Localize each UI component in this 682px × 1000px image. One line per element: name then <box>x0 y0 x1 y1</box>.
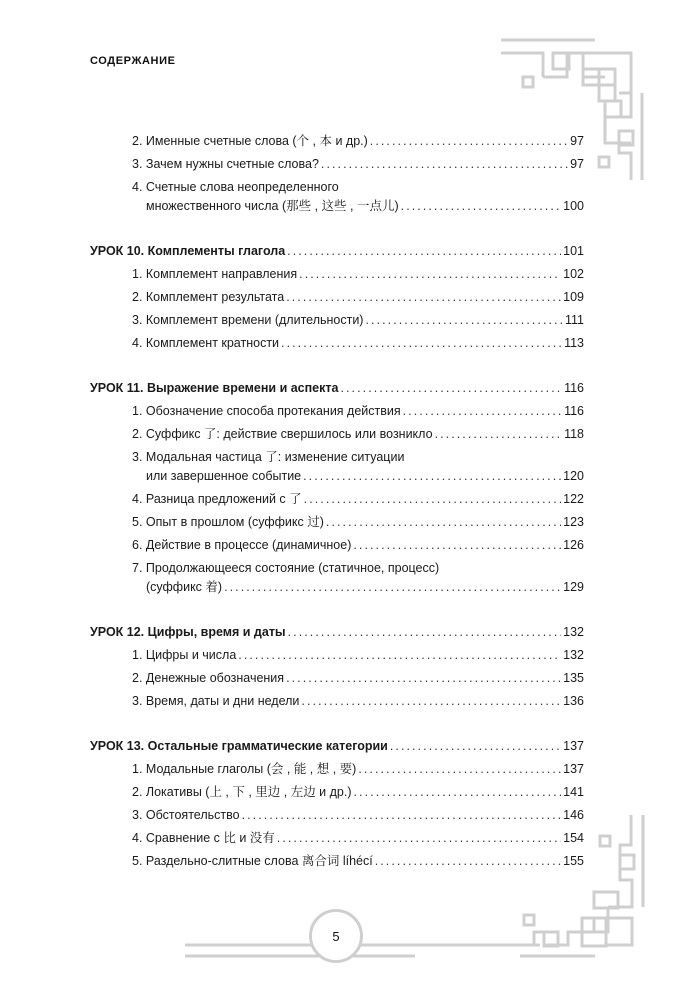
toc-entry[interactable]: 3. Комплемент времени (длительности) . . . 111 <box>132 312 584 329</box>
toc-entry-line1: 7. Продолжающееся состояние (статичное, процесс) <box>132 561 440 575</box>
leader-dots <box>286 289 561 306</box>
leader-dots <box>326 514 561 531</box>
leader-dots <box>238 647 561 664</box>
page-header-title: СОДЕРЖАНИЕ <box>90 55 176 67</box>
leader-dots <box>242 807 562 824</box>
toc-entry[interactable]: 1. Модальные глаголы (会 , 能 , 想 , 要) . . . 137 <box>132 761 584 778</box>
toc-entry[interactable]: множественного числа (那些 , 这些 , 一点儿) . . . 100 <box>146 198 584 215</box>
leader-dots <box>370 133 568 150</box>
toc-entry[interactable]: 2. Суффикс 了: действие свершилось или возникло . . . 118 <box>132 426 584 443</box>
leader-dots <box>288 624 562 641</box>
toc-entry[interactable]: 2. Локативы (上 , 下 , 里边 , 左边 и др.) . . . 141 <box>132 784 584 801</box>
toc-entry[interactable]: 3. Обстоятельство . . . 146 <box>132 807 584 824</box>
leader-dots <box>286 670 561 687</box>
toc-entry-line1: 4. Счетные слова неопределенного <box>132 180 339 194</box>
leader-dots <box>301 693 561 710</box>
leader-dots <box>303 468 561 485</box>
toc-entry[interactable]: 4. Комплемент кратности . . . 113 <box>132 335 584 352</box>
leader-dots <box>277 830 561 847</box>
leader-dots <box>365 312 563 329</box>
toc-entry[interactable]: 2. Комплемент результата . . . 109 <box>132 289 584 306</box>
toc-lesson-10[interactable]: УРОК 10. Комплементы глагола . . . 101 <box>90 243 584 260</box>
toc-entry[interactable]: 1. Обозначение способа протекания действия . . . 116 <box>132 403 584 420</box>
toc-entry[interactable]: 5. Опыт в прошлом (суффикс 过) . . . 123 <box>132 514 584 531</box>
leader-dots <box>390 738 561 755</box>
page-number: 5 <box>309 909 363 963</box>
toc-lesson-11[interactable]: УРОК 11. Выражение времени и аспекта . . . 116 <box>90 380 584 397</box>
leader-dots <box>353 537 561 554</box>
toc-lesson-12[interactable]: УРОК 12. Цифры, время и даты . . . 132 <box>90 624 584 641</box>
leader-dots <box>401 198 561 215</box>
leader-dots <box>358 761 561 778</box>
toc-entry[interactable]: или завершенное событие . . . 120 <box>146 468 584 485</box>
toc-entry[interactable]: 6. Действие в процессе (динамичное) . . . 126 <box>132 537 584 554</box>
toc-entry[interactable]: 4. Сравнение с 比 и 没有 . . . 154 <box>132 830 584 847</box>
toc-entry[interactable]: 3. Время, даты и дни недели . . . 136 <box>132 693 584 710</box>
toc-lesson-13[interactable]: УРОК 13. Остальные грамматические категории . . . 137 <box>90 738 584 755</box>
leader-dots <box>403 403 562 420</box>
leader-dots <box>299 266 561 283</box>
leader-dots <box>287 243 561 260</box>
leader-dots <box>435 426 563 443</box>
toc-entry[interactable]: 2. Денежные обозначения . . . 135 <box>132 670 584 687</box>
leader-dots <box>340 380 562 397</box>
leader-dots <box>375 853 561 870</box>
leader-dots <box>321 156 568 173</box>
toc-entry[interactable]: 5. Раздельно-слитные слова 离合词 líhécí . . . 155 <box>132 853 584 870</box>
leader-dots <box>304 491 561 508</box>
toc-entry[interactable]: 3. Зачем нужны счетные слова? . . . 97 <box>132 156 584 173</box>
toc-entry[interactable]: 1. Цифры и числа . . . 132 <box>132 647 584 664</box>
toc-entry-line1: 3. Модальная частица 了: изменение ситуации <box>132 450 405 464</box>
footer-lines <box>185 940 545 960</box>
toc-entry[interactable]: 4. Разница предложений с 了 . . . 122 <box>132 491 584 508</box>
leader-dots <box>354 784 562 801</box>
leader-dots <box>281 335 562 352</box>
toc-entry[interactable]: (суффикс 着) . . . 129 <box>146 579 584 596</box>
toc-entry[interactable]: 2. Именные счетные слова (个 , 本 и др.) . . . 97 <box>132 133 584 150</box>
leader-dots <box>224 579 561 596</box>
toc-entry[interactable]: 1. Комплемент направления . . . 102 <box>132 266 584 283</box>
